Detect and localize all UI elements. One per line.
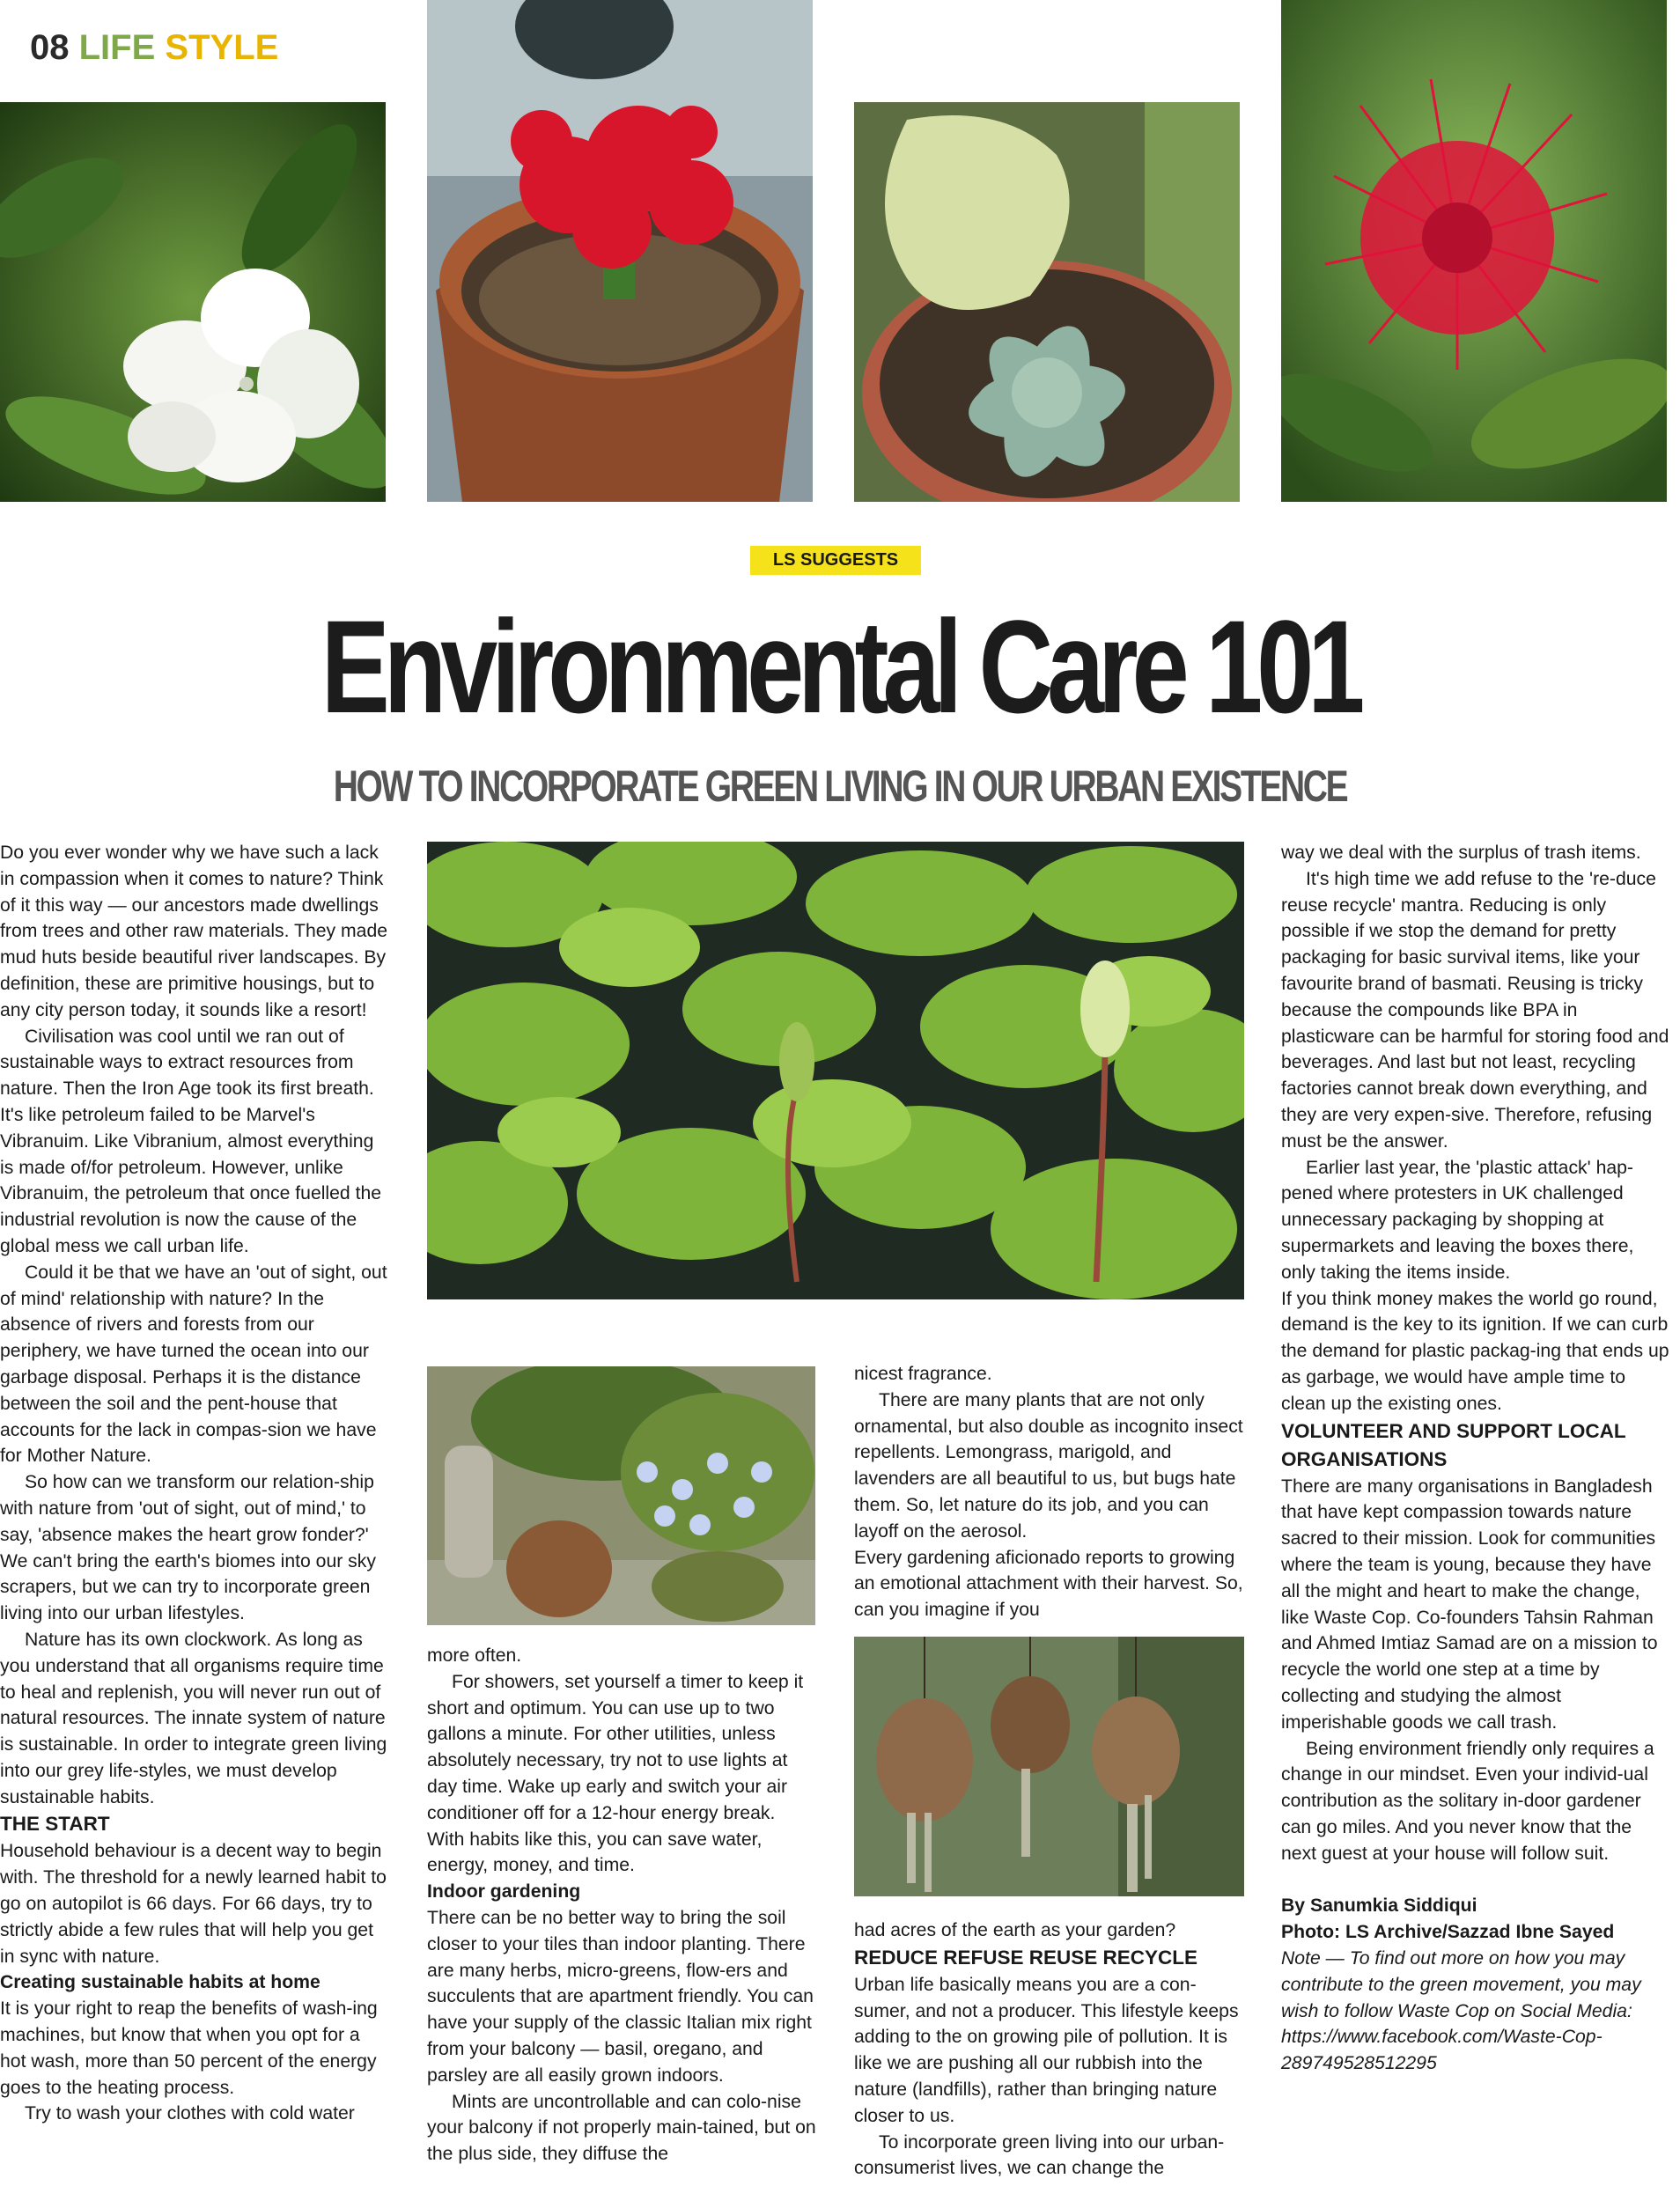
paragraph: For showers, set yourself a timer to keep it short and optimum. You can use up to two gallons a minute. For other utilities, unless absolutely necessary, try not to use lights at day time. Wake up early and switch your air conditioner off for a 12-hour energy break. With habits like this, you can save water, energy, money, and time. <box>427 1671 804 1876</box>
heading-indoor-gardening: Indoor gardening <box>427 1881 581 1903</box>
paragraph: Being environment friendly only requires a change in our mindset. Even your individ-ual contribution as the solitary in-door gardener can go miles. And you never know that the next guest at your house will follow suit. <box>1281 1738 1654 1864</box>
page-number: 08 <box>30 28 70 67</box>
paragraph: more often. <box>427 1645 522 1666</box>
photo-potted-plants <box>427 1366 815 1625</box>
column-3-top <box>854 1361 1244 1623</box>
heading-volunteer: VOLUNTEER AND SUPPORT LOCAL ORGANISATIONS <box>1281 1419 1626 1470</box>
paragraph: Household behaviour is a decent way to begin with. The threshold for a newly learned habit to go on autopilot is 66 days. For 66 days, try to strictly abide a few rules that will help you get in sync with nature. <box>0 1841 387 1967</box>
paragraph: There are many plants that are not only ornamental, but also double as incognito insect repellents. Lemongrass, marigold, and lavenders are all beautiful to us, but bugs hate them. So, let nature do its job, and you can layoff on the aerosol. <box>854 1389 1243 1542</box>
paragraph: There are many organisations in Bangladesh that have kept compassion towards nature sacred to their mission. Look for communities where the team is young, because they have all the might and heart to make the change, like Waste Cop. Co-founders Tahsin Rahman and Ahmed Imtiaz Samad are on a mission to recycle the world one step at a time by collecting and studying the almost imperishable goods we call trash. <box>1281 1476 1658 1733</box>
paragraph: Could it be that we have an 'out of sight, out of mind' relationship with nature? In the absence of rivers and forests from our periphery, we have turned the ocean into our garbage disposal. Perhaps it is the distance between the soil and the pent-house that accounts for the lack in compas-sion we have for Mother Nature. <box>0 1262 387 1467</box>
paragraph: It's high time we add refuse to the 're-duce reuse recycle' mantra. Reducing is only possible if we stop the demand for pretty packaging for basic survival items, like your favourite brand of basmati. Reusing is tricky because the compounds like BPA in plasticware can be harmful for storing food and beverages. And last but not least, recycling factories cannot break down everything, and they are very expen-sive. Therefore, refusing must be the answer. <box>1281 868 1669 1152</box>
paragraph: There can be no better way to bring the soil closer to your tiles than indoor planting. There are many herbs, micro-greens, flow-ers and succulents that are apartment friendly. You can have your supply of the classic Italian mix right from your balcony — basil, oregano, and parsley are all easily grown indoors. <box>427 1907 814 2086</box>
column-4 <box>1281 840 1670 2077</box>
paragraph: Urban life basically means you are a con-sumer, and not a producer. This lifestyle keeps adding to the on growing pile of pollution. It is like we are pushing all our rubbish into the nature (landfills), rather than bringing nature closer to us. <box>854 1974 1239 2126</box>
paragraph: If you think money makes the world go round, demand is the key to its ignition. If we can curb the demand for plastic packag-ing that ends up as garbage, we would have ample time to clean up the existing ones. <box>1281 1288 1669 1414</box>
paragraph: Try to wash your clothes with cold water <box>25 2103 355 2124</box>
column-1 <box>0 840 389 2127</box>
paragraph: Do you ever wonder why we have such a lack in compassion when it comes to nature? Think of it this way — our ancestors made dwellings from trees and other raw materials. They made mud huts beside beautiful river landscapes. By definition, these are primitive housings, but to any city person today, it sounds like a resort! <box>0 843 388 1020</box>
photo-hanging-air-plants <box>854 1637 1244 1896</box>
page-header <box>30 26 278 69</box>
paragraph: So how can we transform our relation-ship with nature from 'out of sight, out of mind,' to say, 'absence makes the heart grow fonder?' We can't bring the earth's biomes into our sky scrapers, but we can try to incorporate green living into our urban lifestyles. <box>0 1472 376 1624</box>
section-style: STYLE <box>165 28 279 67</box>
photo-credit: Photo: LS Archive/Sazzad Ibne Sayed <box>1281 1922 1615 1943</box>
photo-succulent <box>854 102 1240 502</box>
paragraph: Nature has its own clockwork. As long as you understand that all organisms require time to heal and replenish, you will never run out of natural resources. The innate system of nature is sustainable. In order to integrate green living into our grey life-styles, we must develop sustainable habits. <box>0 1629 387 1807</box>
paragraph: Mints are uncontrollable and can colo-nise your balcony if not properly main-tained, but on the plus side, they diffuse the <box>427 2091 816 2165</box>
paragraph: It is your right to reap the benefits of wash-ing machines, but know that when you opt for a hot wash, more than 50 percent of the energy goes to the heating process. <box>0 1998 378 2098</box>
paragraph: way we deal with the surplus of trash items. <box>1281 843 1641 863</box>
heading-the-start: THE START <box>0 1813 110 1836</box>
paragraph: Earlier last year, the 'plastic attack' hap-pened where protesters in UK challenged unnecessary packaging by shopping at supermarkets and leaving the boxes there, only taking the items inside. <box>1281 1157 1634 1283</box>
photo-red-cactus <box>427 0 813 502</box>
byline: By Sanumkia Siddiqui <box>1281 1895 1477 1917</box>
photo-red-pompom-flower <box>1281 0 1667 502</box>
heading-sustainable-habits: Creating sustainable habits at home <box>0 1972 321 1993</box>
column-3-bottom <box>854 1917 1244 2182</box>
photo-white-flower <box>0 102 386 502</box>
section-tag: LS SUGGESTS <box>750 546 921 575</box>
paragraph: Every gardening aficionado reports to growing an emotional attachment with their harvest. So, can you imagine if you <box>854 1547 1243 1621</box>
heading-reduce-refuse: REDUCE REFUSE REUSE RECYCLE <box>854 1946 1198 1969</box>
paragraph: had acres of the earth as your garden? <box>854 1920 1176 1940</box>
paragraph: nicest fragrance. <box>854 1364 992 1384</box>
article-subtitle: HOW TO INCORPORATE GREEN LIVING IN OUR URBAN EXISTENCE <box>333 762 1347 811</box>
paragraph: To incorporate green living into our urban-consumerist lives, we can change the <box>854 2131 1225 2179</box>
paragraph: Civilisation was cool until we ran out of sustainable ways to extract resources from nature. Then the Iron Age took its first breath. It's like petroleum failed to be Marvel's Vibranuim. Like Vibranium, almost everything is made of/for petroleum. However, unlike Vibranuim, the petroleum that once fuelled the industrial revolution is now the cause of the global mess we call urban life. <box>0 1026 382 1256</box>
article-title: Environmental Care 101 <box>321 593 1359 740</box>
note: Note — To find out more on how you may contribute to the green movement, you may wish to follow Waste Cop on Social Media: https://www.facebook.com/Waste-Cop-289749528512295 <box>1281 1948 1641 2074</box>
photo-water-lily <box>427 842 1244 1299</box>
section-life: LIFE <box>78 28 156 67</box>
column-2 <box>427 1643 817 2168</box>
